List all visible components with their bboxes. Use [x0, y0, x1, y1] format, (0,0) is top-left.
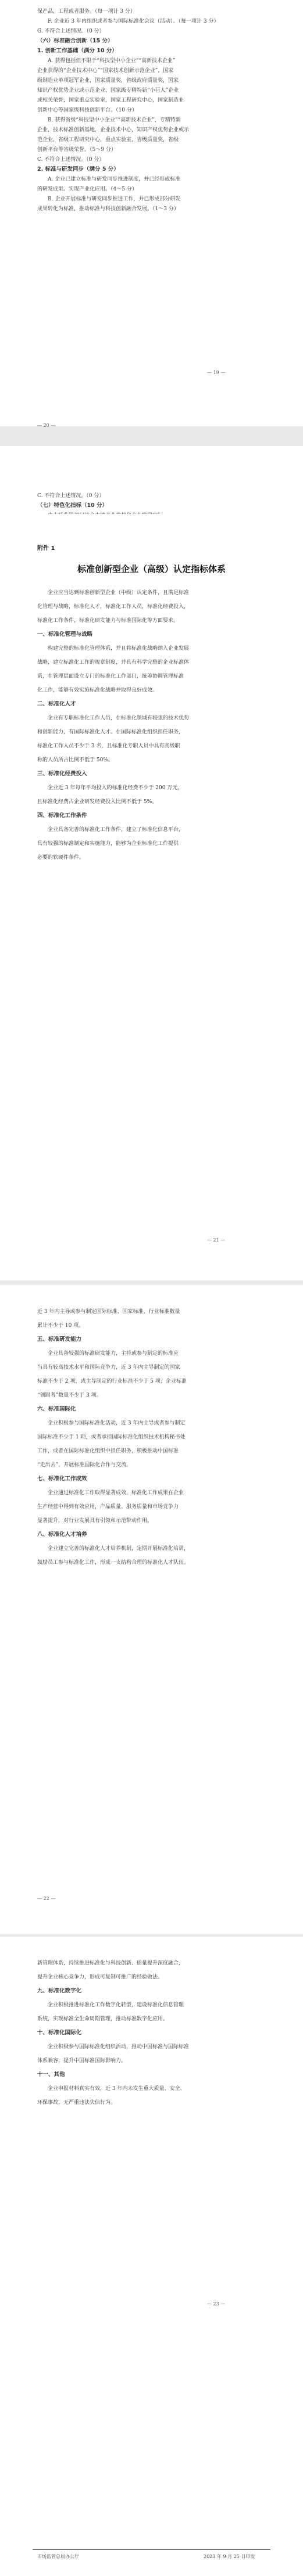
body-text-line: 国际标准不少于 1 项，或者承担国际标准化组织技术机构秘书处	[37, 1434, 186, 1440]
document-page-4	[0, 1285, 303, 1934]
section-heading: 二、标准化人才	[37, 701, 76, 707]
section-heading: 1. 创新工作基础（满分 10 分）	[37, 48, 117, 54]
body-text-line: 或相关荣誉，国家重点实验室，国家工程研究中心，国家制造业	[37, 98, 184, 103]
body-text-line: 标准化工作人员不少于 3 名，且标准化专职人员中具有高级职	[37, 743, 180, 749]
page-number: — 20 —	[37, 423, 56, 428]
body-text-line: 必要的软硬件条件。	[37, 855, 85, 861]
body-text-line: A. 企业已建立标准与研发同步推进制度，并已经形成标准	[48, 177, 181, 182]
document-page-3	[0, 514, 303, 1280]
footer-date: 2023 年 9 月 25 日印发	[204, 2554, 255, 2559]
page-number: — 23 —	[207, 2301, 226, 2307]
body-text-line: 企业积极推进标准化工作数字化转型，建设标准化信息管理	[48, 2002, 184, 2008]
body-text-line: 系，在管理层面设立专门的标准化工作部门，统筹协调管理标准	[37, 674, 184, 679]
body-text-line: 近 3 年内主导或参与制定国际标准、国家标准、行业标准数量	[37, 1309, 180, 1315]
body-text-line: 成果转化为标准，推动标准与科技创新融合发展。（1～3 分）	[37, 206, 179, 212]
body-text-line: A. 获得包括但不限于“科技型中小企业”“高新技术企业”	[48, 58, 176, 64]
body-text-line: 提升企业核心竞争力，形成可复制可推广的经验做法。	[37, 1974, 163, 1980]
body-text-line: B. 获得省级“科技型中小企业”“高新技术企业”，专精特新	[48, 117, 181, 123]
section-heading: 六、标准国际化	[37, 1406, 76, 1412]
body-text-line: 企业具备完善的标准化工作条件，建立了标准化信息平台，	[48, 827, 184, 833]
body-text-line: 标准化工作条件，标准化研发能力与标准国际化等方面要求。	[37, 618, 179, 624]
body-text-line: 企业具备较强的标准研发能力，主持或参与制定的标准应	[48, 1351, 179, 1357]
body-text-line: 鼓励员工参与标准化工作，形成一支结构合理的标准化人才队伍。	[37, 1560, 190, 1566]
body-text-line: 战略，建立标准化工作的规章制度，并具有科学完整的企业标准体	[37, 660, 190, 665]
body-text-line: “领跑者”数量不少于 3 项。	[37, 1393, 102, 1398]
body-text-line: 企业，技术标准创新基地，企业技术中心，知识产权优势企业或示	[37, 127, 190, 133]
body-text-line: 保产品，工程或者服务。（每一项计 3 分）	[37, 9, 136, 15]
body-text-line: “走出去”，开展标准国际化合作与交流。	[37, 1462, 132, 1468]
footer-divider	[33, 2549, 270, 2550]
body-text-line: 显著提升，对行业发展具有引领和示范带动作用。	[37, 1518, 153, 1524]
section-heading: 2. 标准与研发同步（满分 5 分）	[37, 166, 119, 172]
body-text-line: 企业应当达到标准创新型企业（中级）认定条件，且满足标准	[48, 590, 190, 596]
section-heading: 十、标准化国际化	[37, 2030, 82, 2036]
section-heading: 五、标准研发能力	[37, 1336, 82, 1343]
body-text-line: 标准不少于 2 项，或主导制定的行业标准不少于 5 项；企业标准	[37, 1379, 187, 1384]
body-text-line: 化工作，能够有效实施标准化战略并取得良好成效。	[37, 688, 158, 693]
section-heading: 十一、其他	[37, 2071, 65, 2078]
body-text-line: 且标准化经费占企业研发经费投入比例不低于 5%。	[37, 799, 158, 805]
body-text-line: 企业积极参与国际标准化组织活动，推动中国标准与国际标准	[48, 2044, 190, 2050]
body-text-line: 生产经营中得到有效应用，产品质量、服务质量和市场竞争力	[37, 1504, 179, 1510]
page-number: — 21 —	[207, 1237, 226, 1243]
body-text-line: 企业申报材料真实有效，近 3 年内未发生重大质量、安全、	[48, 2086, 186, 2092]
body-text-line: 企业建立完善的标准化人才培养机制，定期开展标准化培训，	[48, 1546, 190, 1552]
body-text-line: 企业积极参与国际标准化活动，近 3 年内主导或者参与制定	[48, 1420, 186, 1426]
body-text-line: 范企业，省级工程研究中心，重点实验室，省级质量奖，省级	[37, 137, 179, 143]
body-text-line: 企业近 3 年每年平均投入的标准化经费不少于 200 万元，	[48, 785, 183, 791]
body-text-line: 企业有专职标准化工作人员，在标准化领域有较强的技术优势	[48, 715, 190, 721]
body-text-line: 知识产权优势企业或示范企业，国家级专精特新“小巨人”企业	[37, 88, 179, 93]
page-title: 标准创新型企业（高级）认定指标体系	[77, 564, 226, 574]
section-heading: 四、标准化工作条件	[37, 812, 87, 819]
body-text-line: 构建完整的标准化管理体系，并且将标准化战略纳入企业发展	[48, 646, 190, 652]
body-text-line: B. 企业开展标准与研发同步推进工作，并已形成部分研发	[48, 196, 181, 202]
body-text-line: 和创新能力，有国际标准化人才。在国际标准化组织担任职务，	[37, 729, 184, 735]
body-text-line: G. 不符合上述情况。（0 分）	[37, 28, 105, 34]
body-text-line: 工作，或者在国际标准化组织中担任职务，积极推动中国标准	[37, 1448, 179, 1454]
section-heading: 九、标准化数字化	[37, 1988, 82, 1994]
attachment-label: 附件 1	[37, 545, 55, 552]
body-text-line: 化管理与战略，标准化人才，标准化工作人员，标准化经费投入，	[37, 604, 190, 610]
body-text-line: F. 企业近 3 年内组织或者参与国际标准化会议（活动）。（每一项计 3 分）	[48, 19, 219, 24]
document-page-5	[0, 1937, 303, 2576]
document-page-1	[0, 0, 303, 426]
section-heading: （六）标准融合创新（15 分）	[37, 38, 113, 44]
body-text-line: 环保事故，无严重违法失信行为。	[37, 2100, 116, 2106]
page-number: — 22 —	[37, 1896, 56, 1901]
body-text-line: 新管理体系，持续推进标准化与科技创新、质量提升深度融合，	[37, 1960, 184, 1966]
page-number: — 19 —	[207, 370, 226, 375]
section-heading: （七）特色化指标（10 分）	[37, 502, 108, 509]
body-text-line: 创新平台等省级荣誉。（5～9 分）	[37, 147, 116, 153]
body-text-line: 系统，实现标准全生命周期管理，推动标准数字化应用。	[37, 2016, 169, 2022]
footer-issuer: 市场监管总局办公厅	[37, 2554, 79, 2559]
body-text-line: 创新中心等国家级科技创新平台。（10 分）	[37, 107, 137, 113]
section-heading: 三、标准化经费投入	[37, 771, 87, 777]
section-heading: 八、标准化人才培养	[37, 1531, 87, 1538]
body-text-line: 累计不少于 10 项。	[37, 1323, 84, 1329]
section-heading: 七、标准化工作成效	[37, 1476, 87, 1482]
body-text-line: 企业通过标准化工作取得显著成效，标准化工作成果在企业	[48, 1490, 184, 1496]
section-heading: 一、标准化管理与战略	[37, 631, 93, 638]
body-text-line: C. 不符合上述情况。（0 分）	[37, 157, 105, 163]
body-text-line: C. 不符合上述情况。（0 分）	[37, 493, 105, 499]
body-text-line: 当具有较高技术水平和国际竞争力，近 3 年内主导制定的国家	[37, 1365, 180, 1370]
body-text-line: 级制造业单项冠军企业，国家质量奖，省级政府质量奖，国家	[37, 78, 179, 84]
body-text-line: 具有较强的标准制定和实施能力，能够为企业标准化工作提供	[37, 841, 179, 847]
body-text-line: 称的人员所占比例不低于 50%。	[37, 757, 113, 763]
body-text-line: 企业获得的“企业技术中心”“国家技术创新示范企业”，国家	[37, 68, 174, 74]
body-text-line: 体系兼容，提升中国标准国际影响力。	[37, 2058, 127, 2064]
body-text-line: 的研发成果。实现产业化应用。（4～5 分）	[37, 186, 137, 192]
